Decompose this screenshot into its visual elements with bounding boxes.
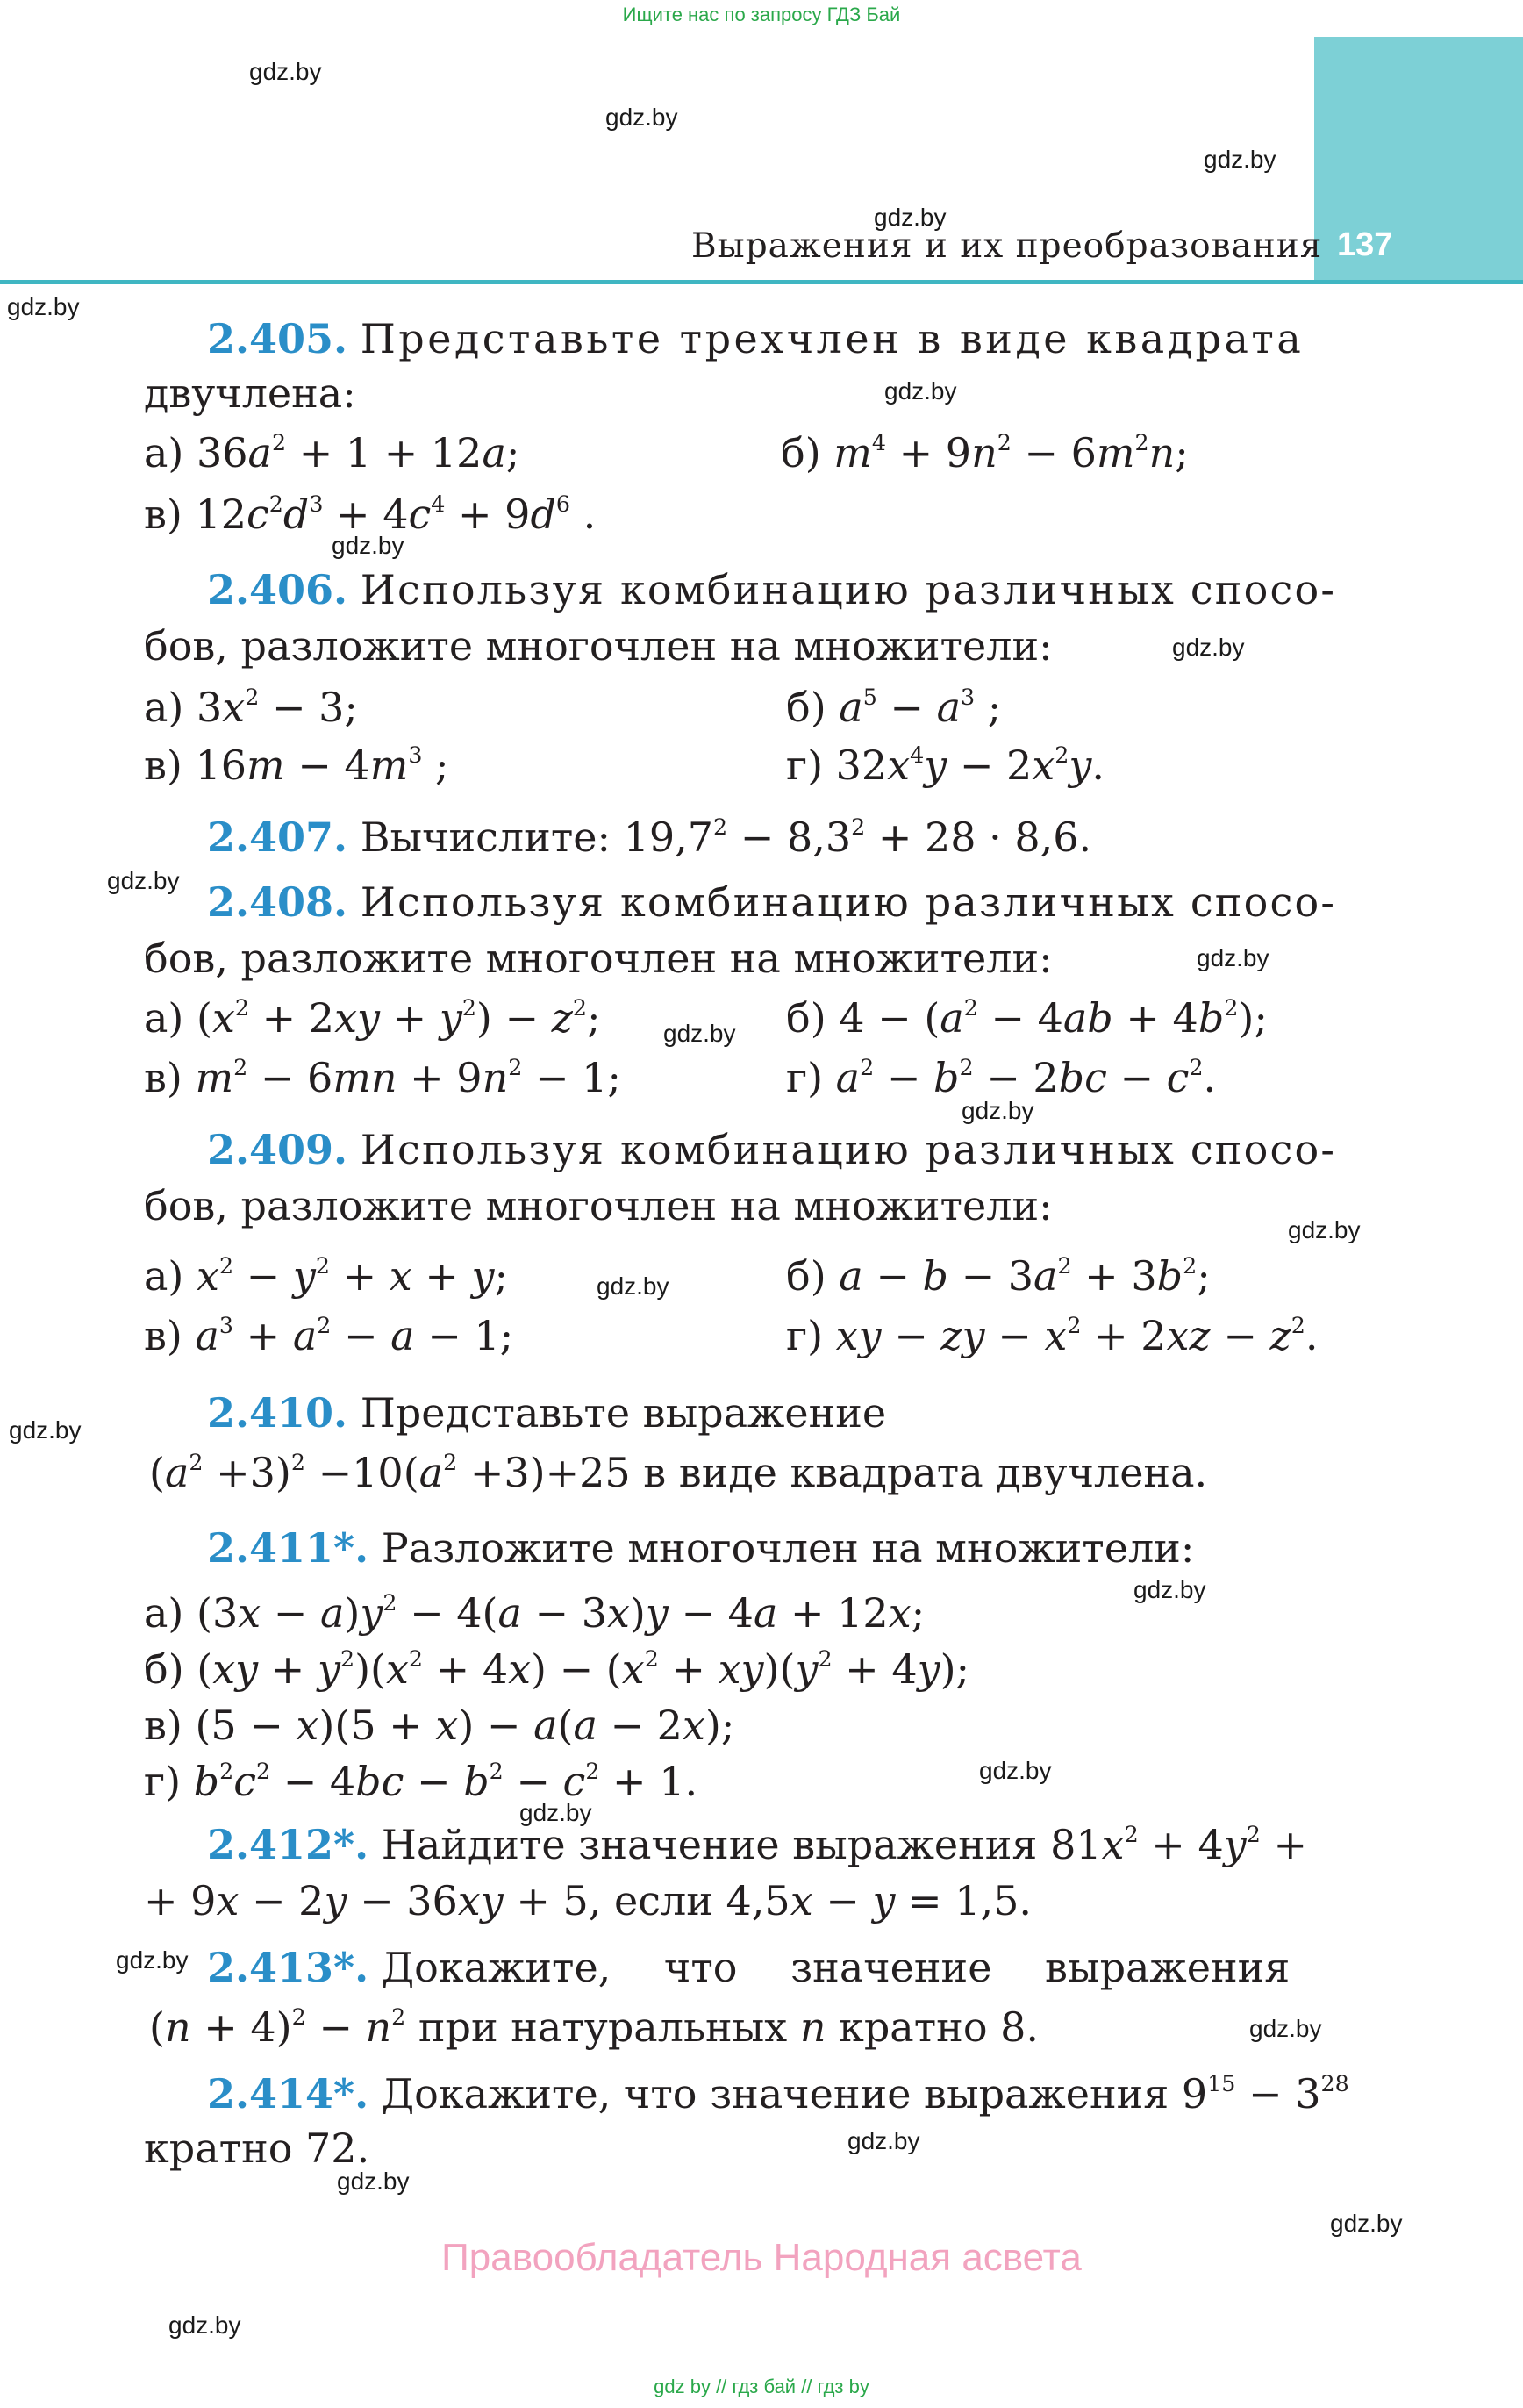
problem-number: 2.410. [207,1389,348,1437]
footer-links[interactable]: gdz by // гдз бай // гдз by [654,2376,869,2397]
problem-number: 2.413*. [207,1944,369,1991]
item-label: а) [144,994,184,1042]
problem-number: 2.409. [207,1126,348,1173]
watermark: gdz.by [116,1946,189,1974]
item-2408-v: в) $m^2 - 6mn + 9n^2 - 1$; [144,1054,621,1101]
watermark: gdz.by [7,293,80,320]
item-2411-g: г) $b^2c^2 - 4bc - b^2 - c^2 + 1$. [144,1758,698,1805]
problem-text: Используя комбинацию различных спосо- [360,878,1337,926]
watermark: gdz.by [1133,1576,1206,1603]
page-number: 137 [1337,226,1393,263]
problem-text: в виде квадрата двучлена. [643,1449,1208,1496]
item-2406-g: г) $32x^4y - 2x^2y$. [786,742,1105,789]
problem-2413-header [207,1941,1290,1994]
problem-text: Найдите значение выражения [381,1821,1038,1868]
problem-number: 2.414*. [207,2070,369,2118]
problem-2410-header [207,1387,886,1439]
top-banner[interactable]: Ищите нас по запросу ГДЗ Бай [622,4,901,25]
item-2409-v: в) $a^3 + a^2 - a - 1$; [144,1312,514,1359]
watermark: gdz.by [9,1416,82,1444]
watermark: gdz.by [1288,1216,1361,1243]
problem-text: бов, разложите многочлен на множители: [144,935,1053,982]
item-2406-v: в) $16m - 4m^3$ ; [144,742,449,789]
problem-text: Представьте трехчлен в виде квадрата [360,315,1305,362]
problem-2406-header [207,563,1336,616]
problem-text: Вычислите: [360,813,611,861]
problem-2410-line2: $(a^2 +3)^2 -10(a^2 +3)+25$ в виде квадрата двучлена. [149,1449,1208,1496]
problem-text: Представьте выражение [360,1389,887,1437]
copyright-notice: Правообладатель Народная асвета [441,2236,1082,2279]
problem-number: 2.406. [207,566,348,613]
watermark: gdz.by [874,204,947,231]
item-label: а) [144,1589,184,1637]
item-label: в) [144,1312,182,1359]
watermark: gdz.by [332,532,404,559]
item-label: б) [786,684,826,731]
problem-2405-header [207,312,1304,365]
item-label: г) [786,1312,824,1359]
problem-2413-line2: $(n + 4)^2 - n^2$ при натуральных n кратно 8. [149,2003,1040,2051]
problem-text: Докажите, что значение выражения [381,2070,1169,2118]
watermark: gdz.by [168,2311,241,2339]
item-label: а) [144,1252,184,1300]
problem-2407: 2.407. Вычислите: $19,7^2 - 8,3^2 + 28 \cdot 8,6$. [207,813,1092,861]
watermark: gdz.by [1249,2015,1322,2042]
item-2409-a: а) $x^2 - y^2 + x + y$; [144,1252,509,1300]
watermark: gdz.by [1172,634,1245,661]
watermark: gdz.by [605,104,678,131]
item-label: б) [781,429,821,477]
item-2408-g: г) $a^2 - b^2 - 2bc - c^2$. [786,1054,1217,1101]
problem-text: кратно 8. [839,2003,1040,2051]
problem-number: 2.407. [207,813,348,861]
problem-number: 2.405. [207,315,348,362]
item-2411-b: б) $(xy + y^2)(x^2 + 4x) - (x^2 + xy)(y^2 + 4y)$; [144,1645,970,1693]
watermark: gdz.by [249,58,322,85]
watermark: gdz.by [597,1272,669,1300]
item-2405-b: б) $m^4 + 9n^2 - 6m^2n$; [781,429,1189,477]
item-label: б) [786,994,826,1042]
item-2409-b: б) $a - b - 3a^2 + 3b^2$; [786,1252,1211,1300]
watermark: gdz.by [1204,146,1276,173]
problem-2412-line2: + 9x − 2y − 36xy + 5, если 4,5x − y = 1,5. [144,1877,1033,1924]
problem-2409-header [207,1123,1336,1176]
watermark: gdz.by [337,2168,410,2195]
problem-text: кратно 72. [144,2125,370,2172]
watermark: gdz.by [519,1799,592,1826]
watermark: gdz.by [979,1757,1052,1784]
problem-2408-header [207,876,1336,928]
problem-2411-header [207,1522,1194,1574]
item-label: а) [144,429,184,477]
watermark: gdz.by [1330,2210,1403,2237]
problem-number: 2.411*. [207,1524,369,1572]
item-2409-g: г) xy − zy − $x^2 + 2xz - z^2$. [786,1312,1319,1359]
problem-text: Докажите, что значение выражения [381,1944,1291,1991]
item-2406-b: б) $a^5 - a^3$ ; [786,684,1002,731]
item-label: г) [786,1054,824,1101]
watermark: gdz.by [884,377,957,405]
item-2411-v: в) (5 − x)(5 + x) − a(a − 2x); [144,1702,735,1749]
problem-text: при натуральных [418,2003,788,2051]
item-label: г) [144,1758,182,1805]
item-2405-v: в) $12c^2d^3 + 4c^4 + 9d^6$ . [144,491,597,538]
item-2406-a: а) $3x^2 - 3$; [144,684,358,731]
item-label: б) [786,1252,826,1300]
watermark: gdz.by [1197,944,1269,971]
problem-text: двучлена: [144,369,356,417]
header-rule [0,280,1523,284]
problem-2414-header: 2.414*. Докажите, что значение выражения $9^{15} - 3^{28}$ [207,2070,1349,2118]
problem-text: Используя комбинацию различных спосо- [360,1126,1337,1173]
item-label: г) [786,742,824,789]
problem-text: Используя комбинацию различных спосо- [360,566,1337,613]
watermark: gdz.by [847,2127,920,2154]
problem-2412-header: 2.412*. Найдите значение выражения $81x^2 + 4y^2$ + [207,1821,1308,1868]
item-label: в) [144,491,182,538]
item-2405-a: а) $36a^2 + 1 + 12a$; [144,429,520,477]
item-label: б) [144,1645,184,1693]
item-label: в) [144,742,182,789]
item-2408-b: б) $4 - (a^2 - 4ab + 4b^2)$; [786,994,1268,1042]
item-label: в) [144,1054,182,1101]
item-2408-a: а) $(x^2 + 2xy + y^2) - z^2$; [144,994,601,1042]
problem-text: бов, разложите многочлен на множители: [144,1182,1053,1229]
chapter-title: Выражения и их преобразования [691,226,1323,266]
problem-text: если [614,1877,713,1924]
problem-number: 2.412*. [207,1821,369,1868]
item-2411-a: а) $(3x - a)y^2 - 4(a - 3x)y - 4a + 12x$; [144,1589,926,1637]
problem-text: бов, разложите многочлен на множители: [144,622,1053,670]
watermark: gdz.by [663,1020,736,1047]
problem-text: Разложите многочлен на множители: [381,1524,1195,1572]
watermark: gdz.by [962,1097,1034,1124]
problem-number: 2.408. [207,878,348,926]
item-label: а) [144,684,184,731]
item-label: в) [144,1702,182,1749]
watermark: gdz.by [107,867,180,894]
